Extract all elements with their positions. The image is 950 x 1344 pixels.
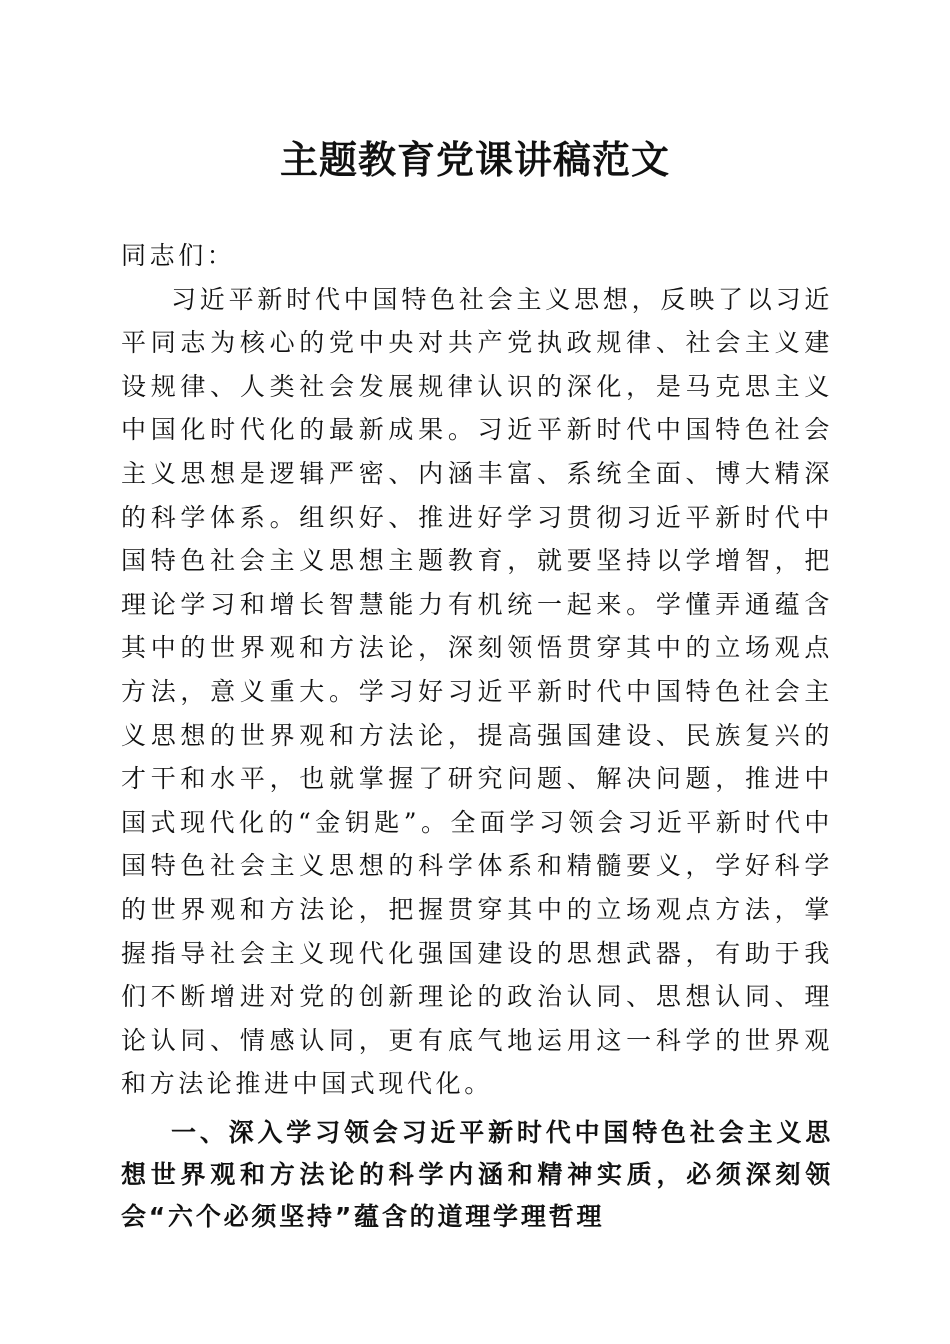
salutation: 同志们：: [121, 241, 236, 270]
body-paragraph: 习近平新时代中国特色社会主义思想，反映了以习近平同志为核心的党中央对共产党执政规律、社会主义建设规律、人类社会发展规律认识的深化，是马克思主义中国化时代化的最新成果。习近平新时代中国特色社会主义思想是逻辑严密、内涵丰富、系统全面、博大精深的科学体系。组织好、推进好学习贯彻习近平新时代中国特色社会主义思想主题教育，就要坚持以学增智，把理论学习和增长智慧能力有机统一起来。学懂弄通蕴含其中的世界观和方法论，深刻领悟贯穿其中的立场观点方法，意义重大。学习好习近平新时代中国特色社会主义思想的世界观和方法论，提高强国建设、民族复兴的才干和水平，也就掌握了研究问题、解决问题，推进中国式现代化的“金钥匙”。全面学习领会习近平新时代中国特色社会主义思想的科学体系和精髓要义，学好科学的世界观和方法论，把握贯穿其中的立场观点方法，掌握指导社会主义现代化强国建设的思想武器，有助于我们不断增进对党的创新理论的政治认同、思想认同、理论认同、情感认同，更有底气地运用这一科学的世界观和方法论推进中国式现代化。: [121, 284, 833, 1099]
document-body: [121, 234, 833, 1238]
document-title: 主题教育党课讲稿范文: [279, 137, 670, 182]
section-heading: 一、深入学习领会习近平新时代中国特色社会主义思想世界观和方法论的科学内涵和精神实质，必须深刻领会“六个必须坚持”蕴含的道理学理哲理: [121, 1117, 833, 1231]
